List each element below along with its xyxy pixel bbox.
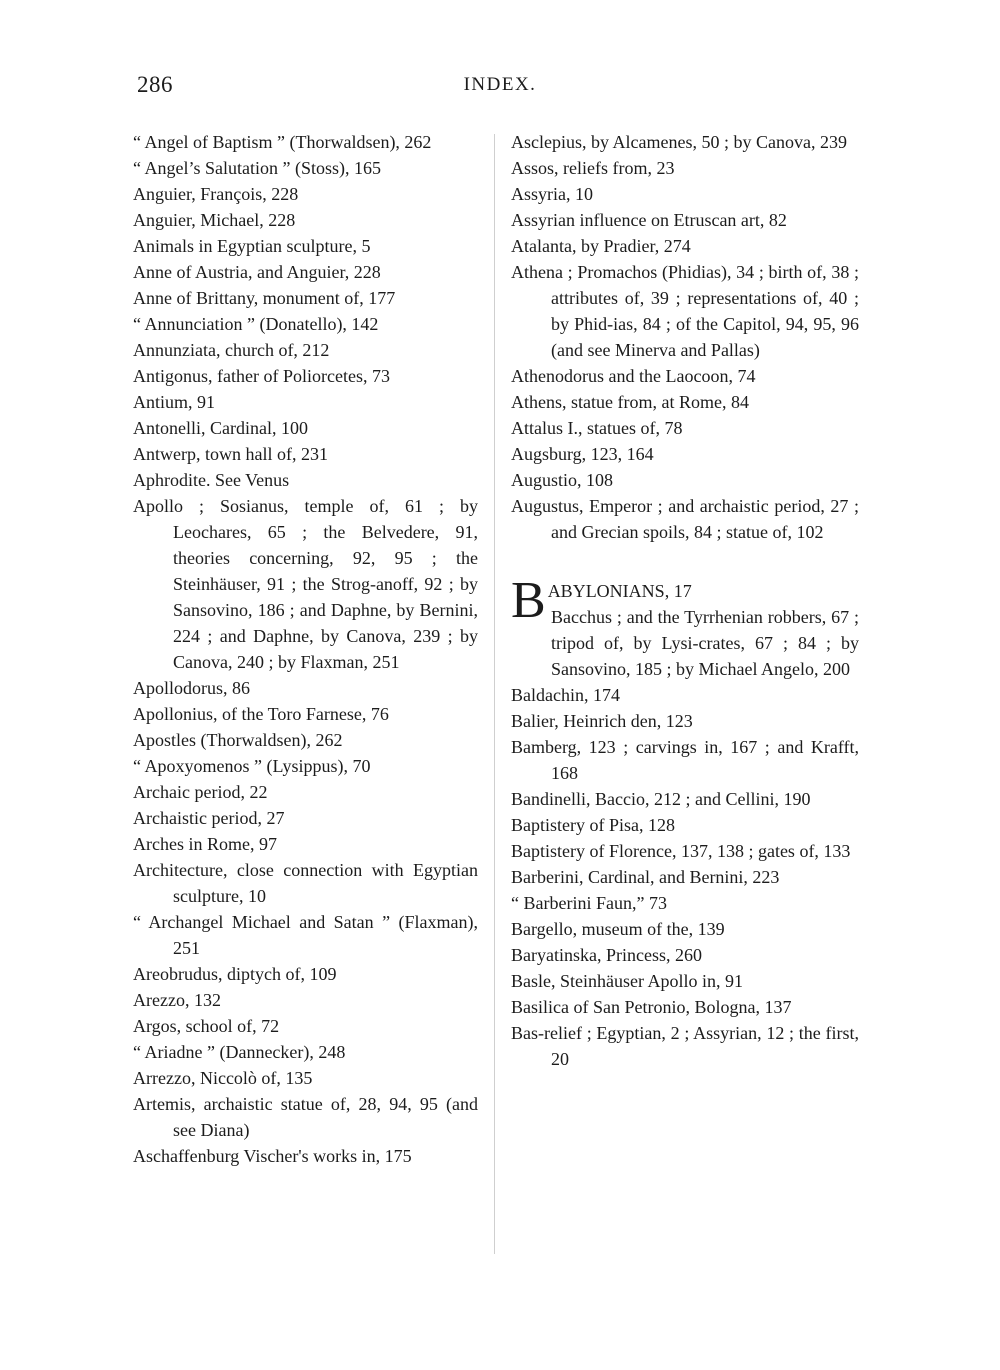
index-entry: Balier, Heinrich den, 123 <box>511 711 693 731</box>
index-entry: Augsburg, 123, 164 <box>511 444 654 464</box>
index-entry: Assos, reliefs from, 23 <box>511 158 675 178</box>
section-b-continuation: Bacchus ; and the Tyrrhenian robbers, 67 ; tripod of, by Lysi-crates, 67 ; 84 ; by Sansovino, 185 ; by Michael Angelo, 200 <box>551 607 859 679</box>
index-entry: Apollo ; Sosianus, temple of, 61 ; by Leochares, 65 ; the Belvedere, 91, theories concerning, 92, 95 ; the Steinhäuser, 91 ; the Strog-anoff, 92 ; by Sansovino, 186 ; and Daphne, by Bernini, 224 ; and Daphne, by Canova, 239 ; by Canova, 240 ; by Flaxman, 251 <box>133 496 478 672</box>
index-entry: Athens, statue from, at Rome, 84 <box>511 392 749 412</box>
index-entry: Assyria, 10 <box>511 184 593 204</box>
index-entry: Athena ; Promachos (Phidias), 34 ; birth of, 38 ; attributes of, 39 ; representations of, 40 ; by Phid-ias, 84 ; of the Capitol, 94, 95, 96 (and see Minerva and Pallas) <box>511 262 859 360</box>
section-b-heading: ABYLONIANS, 17 <box>547 581 692 601</box>
index-entry: Augustio, 108 <box>511 470 614 490</box>
index-entry: Archaic period, 22 <box>133 782 268 802</box>
index-entry: “ Ariadne ” (Dannecker), 248 <box>133 1042 346 1062</box>
index-entry: Animals in Egyptian sculpture, 5 <box>133 236 371 256</box>
index-entry: Anne of Austria, and Anguier, 228 <box>133 262 381 282</box>
index-entry: Baldachin, 174 <box>511 685 620 705</box>
index-entry: Baptistery of Pisa, 128 <box>511 815 675 835</box>
index-entry: Areobrudus, diptych of, 109 <box>133 964 337 984</box>
index-entry: Artemis, archaistic statue of, 28, 94, 95 (and see Diana) <box>133 1094 478 1140</box>
index-entry: Arches in Rome, 97 <box>133 834 277 854</box>
index-entry: Baryatinska, Princess, 260 <box>511 945 702 965</box>
column-rule <box>494 134 495 1254</box>
index-entry: Attalus I., statues of, 78 <box>511 418 683 438</box>
running-head: INDEX. <box>463 74 537 95</box>
index-entry: Argos, school of, 72 <box>133 1016 280 1036</box>
index-entry: Annunziata, church of, 212 <box>133 340 330 360</box>
section-gap <box>511 545 859 578</box>
index-entry: “ Annunciation ” (Donatello), 142 <box>133 314 379 334</box>
index-entry: Assyrian influence on Etruscan art, 82 <box>511 210 787 230</box>
index-entry: Antigonus, father of Poliorcetes, 73 <box>133 366 390 386</box>
index-entry: Asclepius, by Alcamenes, 50 ; by Canova, 239 <box>511 132 847 152</box>
index-entry: Apollonius, of the Toro Farnese, 76 <box>133 704 389 724</box>
index-entry: Architecture, close connection with Egyptian sculpture, 10 <box>133 860 478 906</box>
index-entry: Bargello, museum of the, 139 <box>511 919 725 939</box>
index-entry: Arrezzo, Niccolò of, 135 <box>133 1068 313 1088</box>
index-entry: “ Apoxyomenos ” (Lysippus), 70 <box>133 756 371 776</box>
page-number: 286 <box>137 72 173 97</box>
index-entry: Anguier, Michael, 228 <box>133 210 296 230</box>
index-entry: Arezzo, 132 <box>133 990 221 1010</box>
index-entry: Bamberg, 123 ; carvings in, 167 ; and Krafft, 168 <box>511 737 859 783</box>
index-entry: Apollodorus, 86 <box>133 678 250 698</box>
index-entry: Baptistery of Florence, 137, 138 ; gates of, 133 <box>511 841 851 861</box>
index-entry: Basilica of San Petronio, Bologna, 137 <box>511 997 792 1017</box>
index-entry: Augustus, Emperor ; and archaistic period, 27 ; and Grecian spoils, 84 ; statue of, 102 <box>511 496 859 542</box>
index-entry: “ Barberini Faun,” 73 <box>511 893 667 913</box>
index-column-right <box>511 129 859 1072</box>
index-entry: Bas-relief ; Egyptian, 2 ; Assyrian, 12 ; the first, 20 <box>511 1023 859 1069</box>
index-entry: Aphrodite. See Venus <box>133 470 290 490</box>
index-entry: Bandinelli, Baccio, 212 ; and Cellini, 190 <box>511 789 811 809</box>
drop-cap-initial: B <box>511 572 546 629</box>
index-entry: “ Angel of Baptism ” (Thorwaldsen), 262 <box>133 132 432 152</box>
index-entry: Barberini, Cardinal, and Bernini, 223 <box>511 867 780 887</box>
index-entry: Apostles (Thorwaldsen), 262 <box>133 730 343 750</box>
index-entry: Aschaffenburg Vischer's works in, 175 <box>133 1146 412 1166</box>
index-entry: Athenodorus and the Laocoon, 74 <box>511 366 756 386</box>
index-entry: Archaistic period, 27 <box>133 808 285 828</box>
index-entry: “ Archangel Michael and Satan ” (Flaxman), 251 <box>133 912 478 958</box>
section-b-entry <box>511 572 859 682</box>
index-entry: Anguier, François, 228 <box>133 184 299 204</box>
index-entry: Antium, 91 <box>133 392 216 412</box>
index-entry: Basle, Steinhäuser Apollo in, 91 <box>511 971 743 991</box>
index-entry: Antonelli, Cardinal, 100 <box>133 418 308 438</box>
index-entry: Atalanta, by Pradier, 274 <box>511 236 691 256</box>
index-entry: Anne of Brittany, monument of, 177 <box>133 288 396 308</box>
index-entry: “ Angel’s Salutation ” (Stoss), 165 <box>133 158 381 178</box>
index-entry: Antwerp, town hall of, 231 <box>133 444 328 464</box>
index-column-left <box>133 129 478 1169</box>
